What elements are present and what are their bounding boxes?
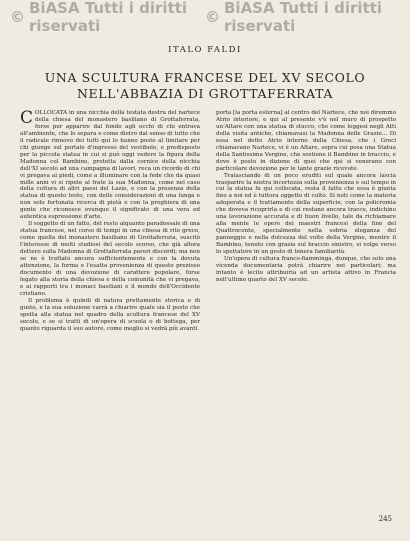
copyright-icon: © <box>10 8 25 26</box>
watermark-right <box>205 0 400 35</box>
text-columns <box>20 110 396 516</box>
paragraph: Il soggetto di un fatto, del resto alquanto paradossale di una statua francese, nel corso di tempi in una chiesa di rito greco, come quella del monastero basiliano di Grottaferrata, suscitò l'interesse di molti studiosi del secolo scorso, che già allora dettero sulla Madonna di Grottaferrata pareri discordi; ma non se ne è trattato ancora sufficientemente e con la dovuta attenzione, la forma e l'esatta provenienza di questo prezioso documento di una devozione di carattere popolare, forse legato alla storia della chiesa e della comunità che vi pregava, e ai rapporti tra i monaci basiliani e il mondo dell'Occidente cristiano. <box>20 221 200 297</box>
paragraph: Un'opera di cultura franco-fiamminga, dunque, che solo una vicenda documentaria potrà chiarire nei particolari; ma intanto è lecito attribuirla ad un artista attivo in Francia nell'ultimo quarto del XV secolo. <box>216 256 396 283</box>
watermark-left-text: BiASA Tutti i diritti riservati <box>29 0 188 35</box>
watermark-right-text: BiASA Tutti i diritti riservati <box>224 0 383 35</box>
watermark-left <box>10 0 205 35</box>
paragraph: Il problema è quindi di natura prettamente storica e di gusto, e la sua soluzione varrà a chiarire quale sia il posto che spetta alla statua nel quadro della scultura francese del XV secolo, e se si tratti di un'opera di scuola o di bottega, per quanto riguarda il suo autore, come meglio si vedrà più avanti. <box>20 297 200 332</box>
drop-cap: C <box>20 110 34 128</box>
article-title-line-1: UNA SCULTURA FRANCESE DEL XV SECOLO <box>44 70 366 85</box>
watermark <box>10 0 400 35</box>
paragraph: Tralasciando di un poco eruditi sul quale ancora lascia trasparire la nostra incertezza sulla provenienza e sul tempo in cui la statua fu qui collocata, resta il fatto che essa è giunta fino a noi ed è tuttora oggetto di culto. Si noti come la materia adoperata e il trattamento della superficie, con la policromia che doveva ricoprirla e di cui restano ancora tracce, indichino una lavorazione accurata e di buon livello, tale da richiamare alla mente le opere dei maestri francesi della fine del Quattrocento, specialmente nella sobria eleganza del panneggio e nella dolcezza del volto della Vergine, mentre il Bambino, tenuto con grazia sul braccio sinistro, si volge verso lo spettatore in un gesto di tenera familiarità. <box>216 172 396 256</box>
copyright-icon: © <box>205 8 220 26</box>
article-title-line-2: NELL'ABBAZIA DI GROTTAFERRATA <box>76 86 334 101</box>
paragraph <box>20 110 200 221</box>
column-left <box>20 110 200 516</box>
paragraph-text: OLLOCATA in una nicchia della testata destra del nartece della chiesa del monastero basiliano di Grottaferrata, forse per apparire dal fondo agli occhi di chi entrava all'ambiente, che lo separa e come dietro dal senso di tutto che il radicale rinnovo dei tutti qui lo hanno posto al limitare per chi giunge sul portale d'ingresso del vestibolo, e predisposto per la piccola statua in cui si può oggi vedere la figura della Madonna col Bambino, protetta dalla cornice della nicchia dell'XI secolo ad una campagna di lavori, reca un ricordo di chi vi pregava ai piedi, come a illuminare con la fede che da quasi mille anni vi si ripete al frate la sua Madonna, come nel caso della cultura di altri paesi del Lazio, e con la presenza della statua di questo testo, con delle considerazioni di una lunga e non solo fortunata ricerca di pietà e con la preghiera di una gente che riconosce ovunque il significato di una vera ed autentica espressione d'arte. <box>20 110 200 221</box>
article-author: ITALO FALDI <box>168 45 242 55</box>
page-number: 245 <box>378 515 392 523</box>
paragraph: porta [la porta esterna] al centro del Nartece, che noi diremmo Atrio interiore, e qui al presente v'è nel muro di prospetto un'Altare con una statua di stucco, che come leggesi negli Atti della visita antiche, chiamavasi la Madonna delle Grazie... Di essa nel detto Atrio interno della Chiesa, che i Greci chiamavano Nartece, vi è un Altare, sopra cui posa una Statua della Santissima Vergine, che sostiene il Bambino in braccio, e dove è posto in dizione di quei che qui si venerano con particolare devozione per le tante grazie ricevute. <box>216 110 396 172</box>
column-right <box>216 110 396 516</box>
